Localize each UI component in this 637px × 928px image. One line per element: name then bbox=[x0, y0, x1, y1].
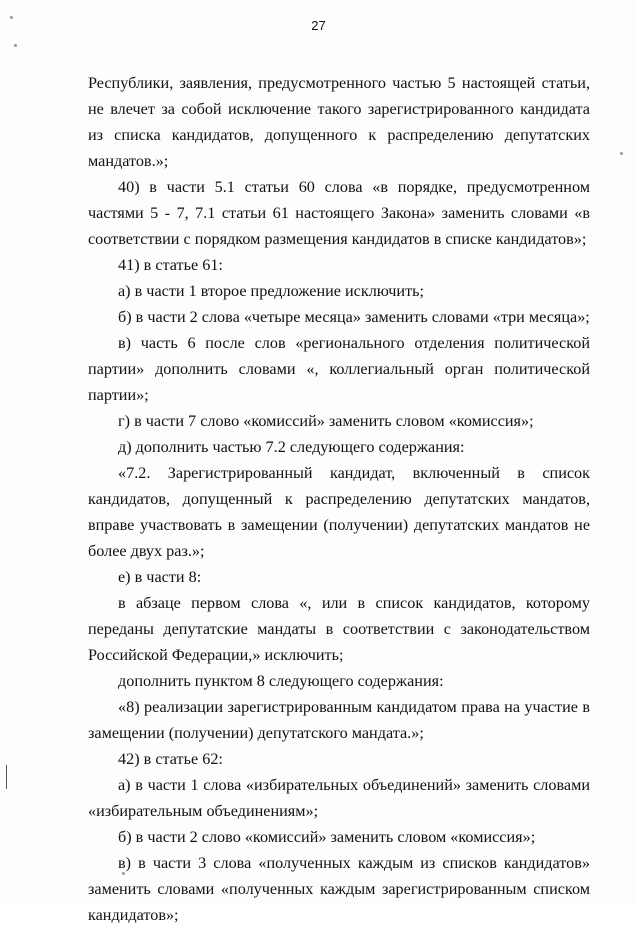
paragraph: б) в части 2 слова «четыре месяца» заменить словами «три месяца»; bbox=[118, 308, 590, 326]
paragraph: 41) в статье 61: bbox=[118, 256, 223, 274]
scan-speck bbox=[620, 152, 623, 155]
paragraph: «8) реализации зарегистрированным кандидатом права на участие в замещении (получении) депутатского мандата.»; bbox=[88, 698, 590, 742]
paragraph: г) в части 7 слово «комиссий» заменить словом «комиссия»; bbox=[118, 412, 534, 430]
paragraph: б) в части 2 слово «комиссий» заменить словом «комиссия»; bbox=[118, 828, 536, 846]
paragraph: д) дополнить частью 7.2 следующего содержания: bbox=[118, 438, 465, 456]
paragraph: е) в части 8: bbox=[118, 568, 202, 586]
paragraph: в абзаце первом слова «, или в список кандидатов, которому переданы депутатские мандаты в соответствии с законодательством Российской Федерации,» исключить; bbox=[88, 594, 590, 664]
paragraph: а) в части 1 слова «избирательных объединений» заменить словами «избирательным объединениям»; bbox=[88, 776, 590, 820]
paragraph: в) часть 6 после слов «регионального отделения политической партии» дополнить словами «, коллегиальный орган политической партии»; bbox=[88, 334, 590, 404]
paragraph: 42) в статье 62: bbox=[118, 750, 223, 768]
paragraph: а) в части 1 второе предложение исключить; bbox=[118, 282, 425, 300]
paragraph: дополнить пунктом 8 следующего содержания: bbox=[118, 672, 444, 690]
paragraph: 40) в части 5.1 статьи 60 слова «в порядке, предусмотренном частями 5 - 7, 7.1 статьи 61 настоящего Закона» заменить словами «в соответствии с порядком размещения кандидатов в списке кандидатов»; bbox=[88, 178, 590, 248]
paragraph: в) в части 3 слова «полученных каждым из списков кандидатов» заменить словами «полученных каждым зарегистрированным списком кандидатов»; bbox=[88, 854, 590, 924]
paragraph: «7.2. Зарегистрированный кандидат, включенный в список кандидатов, допущенный к распределению депутатских мандатов, вправе участвовать в замещении (получении) депутатских мандатов не более двух раз.»; bbox=[88, 464, 590, 560]
scan-edge-mark bbox=[6, 765, 7, 789]
page-number: 27 bbox=[311, 18, 326, 33]
scan-speck bbox=[14, 44, 17, 47]
paragraph: Республики, заявления, предусмотренного частью 5 настоящей статьи, не влечет за собой исключение такого зарегистрированного кандидата из списка кандидатов, допущенного к распределению депутатских мандатов.»; bbox=[88, 74, 590, 170]
scan-speck bbox=[10, 16, 13, 19]
scan-speck bbox=[122, 872, 125, 875]
document-body bbox=[88, 70, 590, 928]
